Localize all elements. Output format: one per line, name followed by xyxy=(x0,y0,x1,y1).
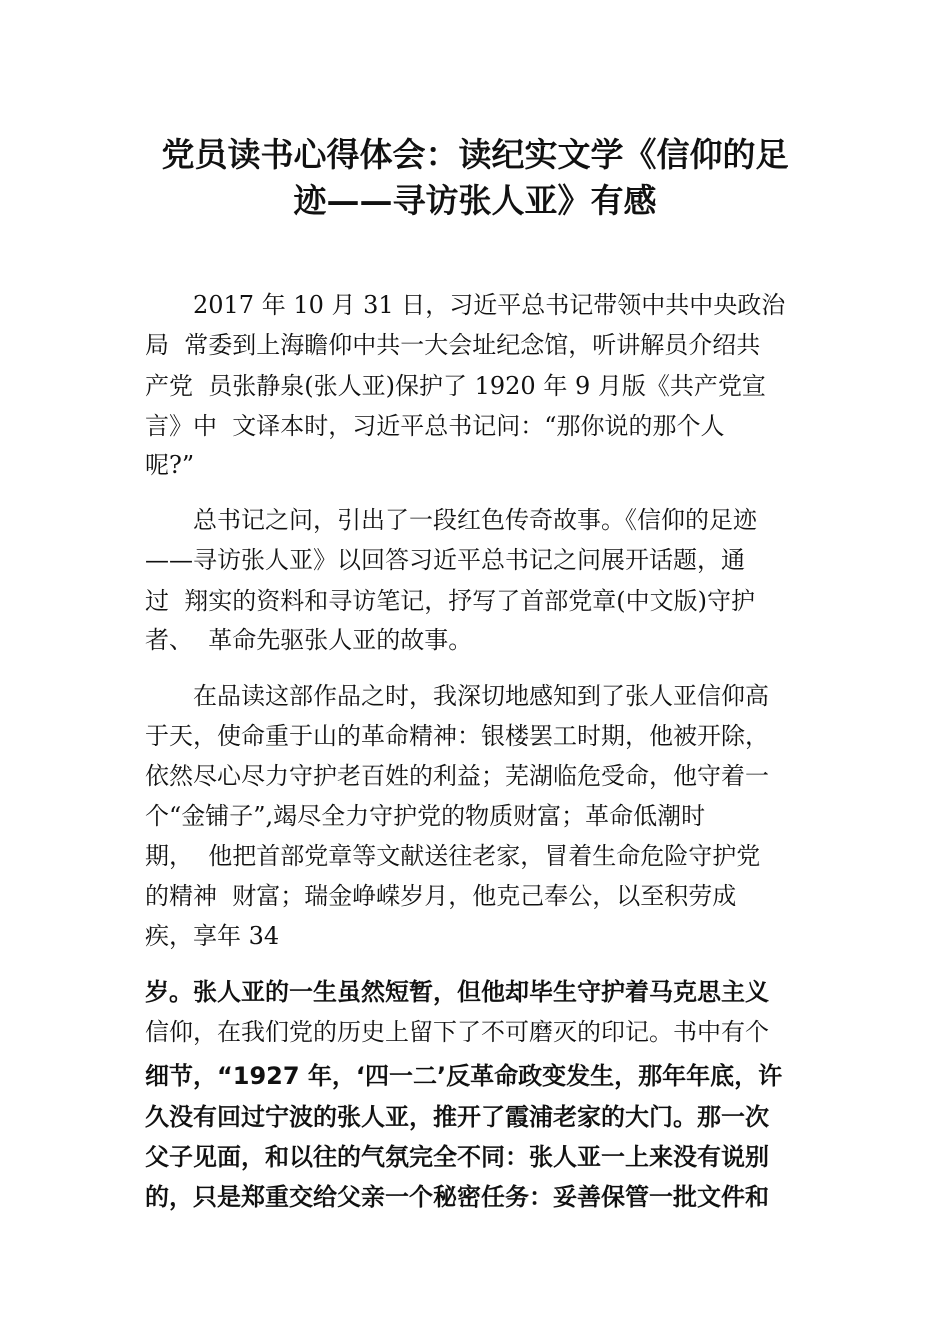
paragraph-3-line-4: 个“金铺子”,竭尽全力守护党的物质财富；革命低潮时 xyxy=(145,802,706,830)
paragraph-2-line-2: ——寻访张人亚》以回答习近平总书记之问展开话题，通 xyxy=(145,546,745,574)
paragraph-4-line-2: 信仰，在我们党的历史上留下了不可磨灭的印记。书中有个 xyxy=(145,1018,769,1046)
paragraph-4-line-5: 父子见面，和以往的气氛完全不同：张人亚一上来没有说别 xyxy=(145,1143,769,1171)
paragraph-3-line-7: 疾，享年 34 xyxy=(145,922,280,950)
paragraph-1-line-4: 言》中 文译本时，习近平总书记问：“那你说的那个人 xyxy=(145,412,725,440)
paragraph-2-line-4: 者、 革命先驱张人亚的故事。 xyxy=(145,626,473,654)
paragraph-2-line-1: 总书记之问，引出了一段红色传奇故事。《信仰的足迹 xyxy=(145,506,757,534)
paragraph-1-line-5: 呢?” xyxy=(145,451,195,479)
paragraph-3-line-5: 期， 他把首部党章等文献送往老家，冒着生命危险守护党 xyxy=(145,842,761,870)
paragraph-3-line-1: 在品读这部作品之时，我深切地感知到了张人亚信仰高 xyxy=(145,682,769,710)
paragraph-4-line-3: 细节，“1927 年，‘四一二’反革命政变发生，那年年底，许 xyxy=(145,1062,783,1090)
paragraph-2-line-3: 过 翔实的资料和寻访笔记，抒写了首部党章(中文版)守护 xyxy=(145,587,755,615)
paragraph-4-line-4: 久没有回过宁波的张人亚，推开了霞浦老家的大门。那一次 xyxy=(145,1103,769,1131)
paragraph-3-line-6: 的精神 财富；瑞金峥嵘岁月，他克己奉公，以至积劳成 xyxy=(145,882,737,910)
paragraph-4-line-1: 岁。张人亚的一生虽然短暂，但他却毕生守护着马克思主义 xyxy=(145,978,769,1006)
paragraph-1-line-1: 2017 年 10 月 31 日，习近平总书记带领中共中央政治 xyxy=(145,291,786,319)
paragraph-3-line-3: 依然尽心尽力守护老百姓的利益；芜湖临危受命，他守着一 xyxy=(145,762,769,790)
paragraph-3-line-2: 于天，使命重于山的革命精神：银楼罢工时期，他被开除， xyxy=(145,722,769,750)
title-line-1: 党员读书心得体会：读纪实文学《信仰的足 xyxy=(161,135,789,174)
document-title xyxy=(130,132,820,224)
paragraph-1-line-2: 局 常委到上海瞻仰中共一大会址纪念馆，听讲解员介绍共 xyxy=(145,331,761,359)
paragraph-1-line-3: 产党 员张静泉(张人亚)保护了 1920 年 9 月版《共产党宣 xyxy=(145,372,766,400)
paragraph-4-line-6: 的，只是郑重交给父亲一个秘密任务：妥善保管一批文件和 xyxy=(145,1183,769,1211)
title-line-2: 迹——寻访张人亚》有感 xyxy=(293,181,657,220)
